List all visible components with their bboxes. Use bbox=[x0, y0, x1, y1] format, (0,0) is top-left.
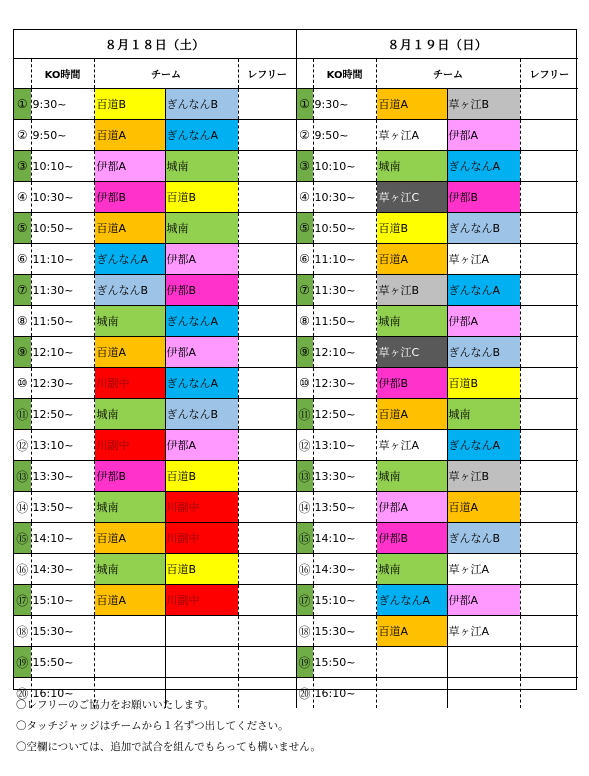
team-away: 城南 bbox=[165, 213, 238, 244]
team-home: 伊都B bbox=[94, 182, 165, 213]
match-number: ⑪ bbox=[296, 399, 313, 430]
team-home: 城南 bbox=[376, 461, 447, 492]
match-row bbox=[14, 89, 578, 120]
team-away bbox=[165, 616, 238, 647]
team-home: ぎんなんA bbox=[94, 244, 165, 275]
team-home: 城南 bbox=[376, 151, 447, 182]
match-number: ⑨ bbox=[296, 337, 313, 368]
team-home: 草ヶ江A bbox=[376, 120, 447, 151]
notes bbox=[16, 695, 321, 758]
kickoff-time: 11:10~ bbox=[313, 244, 376, 275]
match-row bbox=[14, 182, 578, 213]
kickoff-time: 12:30~ bbox=[31, 368, 94, 399]
team-away: 百道B bbox=[165, 182, 238, 213]
team-home: 川副中 bbox=[94, 430, 165, 461]
match-row bbox=[14, 616, 578, 647]
kickoff-time: 12:50~ bbox=[313, 399, 376, 430]
match-number: ③ bbox=[14, 151, 31, 182]
match-row bbox=[14, 306, 578, 337]
match-row bbox=[14, 399, 578, 430]
match-number: ① bbox=[14, 89, 31, 120]
kickoff-time: 16:10~ bbox=[313, 678, 376, 709]
kickoff-time: 12:30~ bbox=[313, 368, 376, 399]
referee-cell bbox=[238, 275, 296, 306]
match-number: ⑫ bbox=[296, 430, 313, 461]
team-away: 百道A bbox=[447, 492, 520, 523]
match-row bbox=[14, 585, 578, 616]
referee-cell bbox=[238, 89, 296, 120]
team-home: 草ヶ江A bbox=[376, 430, 447, 461]
team-home: 草ヶ江B bbox=[376, 275, 447, 306]
match-number: ② bbox=[14, 120, 31, 151]
referee-cell bbox=[238, 585, 296, 616]
kickoff-time: 10:30~ bbox=[313, 182, 376, 213]
team-away: 伊都A bbox=[447, 585, 520, 616]
referee-cell bbox=[520, 368, 578, 399]
kickoff-time: 14:10~ bbox=[313, 523, 376, 554]
team-home: 伊都B bbox=[376, 368, 447, 399]
match-number: ⑧ bbox=[14, 306, 31, 337]
team-away: ぎんなんB bbox=[165, 399, 238, 430]
match-number: ⑤ bbox=[14, 213, 31, 244]
ref-header: レフリー bbox=[238, 59, 296, 89]
team-away: 伊都A bbox=[165, 337, 238, 368]
team-away: 伊都A bbox=[165, 244, 238, 275]
kickoff-time: 9:50~ bbox=[313, 120, 376, 151]
referee-cell bbox=[238, 151, 296, 182]
referee-cell bbox=[520, 647, 578, 678]
team-home: 草ヶ江C bbox=[376, 337, 447, 368]
kickoff-time: 12:10~ bbox=[313, 337, 376, 368]
match-number: ② bbox=[296, 120, 313, 151]
team-away: 川副中 bbox=[165, 585, 238, 616]
match-row bbox=[14, 430, 578, 461]
kickoff-time: 10:30~ bbox=[31, 182, 94, 213]
kickoff-time: 15:10~ bbox=[313, 585, 376, 616]
team-away: 草ヶ江A bbox=[447, 554, 520, 585]
match-number: ⑭ bbox=[296, 492, 313, 523]
team-home: 百道B bbox=[376, 213, 447, 244]
team-home: 伊都A bbox=[376, 492, 447, 523]
note-line: 〇レフリーのご協力をお願いいたします。 bbox=[16, 699, 215, 711]
kickoff-time: 14:30~ bbox=[31, 554, 94, 585]
match-number: ⑪ bbox=[14, 399, 31, 430]
ko-header: KO時間 bbox=[31, 59, 94, 89]
match-number: ⑩ bbox=[14, 368, 31, 399]
team-home: 城南 bbox=[94, 492, 165, 523]
team-away: ぎんなんA bbox=[447, 430, 520, 461]
referee-cell bbox=[520, 244, 578, 275]
team-header: チーム bbox=[376, 59, 520, 89]
match-number: ⑮ bbox=[296, 523, 313, 554]
kickoff-time: 10:50~ bbox=[313, 213, 376, 244]
num-header bbox=[296, 59, 313, 89]
team-away: 百道B bbox=[447, 368, 520, 399]
team-home: 百道A bbox=[94, 213, 165, 244]
kickoff-time: 15:30~ bbox=[313, 616, 376, 647]
referee-cell bbox=[520, 151, 578, 182]
team-home bbox=[94, 647, 165, 678]
schedule-sheet bbox=[13, 29, 577, 701]
match-number: ⑧ bbox=[296, 306, 313, 337]
referee-cell bbox=[238, 337, 296, 368]
team-header: チーム bbox=[94, 59, 238, 89]
match-row bbox=[14, 523, 578, 554]
referee-cell bbox=[520, 337, 578, 368]
match-number: ⑯ bbox=[14, 554, 31, 585]
team-home: 城南 bbox=[376, 306, 447, 337]
match-number: ⑲ bbox=[296, 647, 313, 678]
team-away: 伊都B bbox=[165, 275, 238, 306]
kickoff-time: 11:10~ bbox=[31, 244, 94, 275]
referee-cell bbox=[520, 616, 578, 647]
team-away: ぎんなんA bbox=[165, 306, 238, 337]
referee-cell bbox=[520, 399, 578, 430]
match-number: ⑥ bbox=[14, 244, 31, 275]
kickoff-time: 13:50~ bbox=[31, 492, 94, 523]
match-number: ⑰ bbox=[14, 585, 31, 616]
match-number: ⑱ bbox=[14, 616, 31, 647]
match-number: ⑲ bbox=[14, 647, 31, 678]
schedule-table bbox=[14, 30, 578, 708]
kickoff-time: 13:30~ bbox=[31, 461, 94, 492]
team-away: 伊都A bbox=[447, 306, 520, 337]
match-number: ⑮ bbox=[14, 523, 31, 554]
match-number: ⑳ bbox=[296, 678, 313, 709]
kickoff-time: 11:50~ bbox=[31, 306, 94, 337]
kickoff-time: 15:50~ bbox=[313, 647, 376, 678]
schedule-rows bbox=[14, 89, 578, 709]
match-number: ⑬ bbox=[14, 461, 31, 492]
note-line: 〇タッチジャッジはチームから１名ずつ出してください。 bbox=[16, 720, 289, 732]
team-away: 草ヶ江A bbox=[447, 616, 520, 647]
match-number: ④ bbox=[14, 182, 31, 213]
kickoff-time: 16:10~ bbox=[31, 678, 94, 709]
kickoff-time: 9:30~ bbox=[313, 89, 376, 120]
day2-title: ８月１９日（日） bbox=[296, 30, 578, 59]
referee-cell bbox=[520, 120, 578, 151]
ko-header: KO時間 bbox=[313, 59, 376, 89]
team-away: ぎんなんA bbox=[165, 368, 238, 399]
team-home: 百道A bbox=[376, 616, 447, 647]
kickoff-time: 13:50~ bbox=[313, 492, 376, 523]
team-away: 草ヶ江B bbox=[447, 89, 520, 120]
team-home: ぎんなんA bbox=[376, 585, 447, 616]
team-home: 百道A bbox=[94, 523, 165, 554]
match-row bbox=[14, 554, 578, 585]
team-home: ぎんなんB bbox=[94, 275, 165, 306]
team-home: 伊都B bbox=[94, 461, 165, 492]
team-away: 草ヶ江A bbox=[447, 244, 520, 275]
match-row bbox=[14, 213, 578, 244]
team-home: 百道A bbox=[376, 89, 447, 120]
team-away: ぎんなんB bbox=[165, 89, 238, 120]
match-number: ⑬ bbox=[296, 461, 313, 492]
team-home: 川副中 bbox=[94, 368, 165, 399]
team-away: 百道B bbox=[165, 554, 238, 585]
kickoff-time: 14:10~ bbox=[31, 523, 94, 554]
team-home bbox=[376, 647, 447, 678]
referee-cell bbox=[520, 678, 578, 709]
team-home bbox=[94, 616, 165, 647]
kickoff-time: 15:10~ bbox=[31, 585, 94, 616]
kickoff-time: 12:10~ bbox=[31, 337, 94, 368]
referee-cell bbox=[238, 120, 296, 151]
match-number: ⑤ bbox=[296, 213, 313, 244]
team-home: 城南 bbox=[94, 306, 165, 337]
team-home bbox=[376, 678, 447, 709]
match-number: ⑱ bbox=[296, 616, 313, 647]
team-away: 伊都A bbox=[165, 430, 238, 461]
team-home: 百道B bbox=[94, 89, 165, 120]
match-row bbox=[14, 368, 578, 399]
team-home: 伊都B bbox=[376, 523, 447, 554]
match-row bbox=[14, 337, 578, 368]
kickoff-time: 9:30~ bbox=[31, 89, 94, 120]
team-away: 川副中 bbox=[165, 492, 238, 523]
kickoff-time: 15:30~ bbox=[31, 616, 94, 647]
match-row bbox=[14, 647, 578, 678]
referee-cell bbox=[238, 213, 296, 244]
team-away: ぎんなんA bbox=[447, 151, 520, 182]
match-number: ③ bbox=[296, 151, 313, 182]
team-away: ぎんなんB bbox=[447, 337, 520, 368]
referee-cell bbox=[520, 492, 578, 523]
match-number: ⑩ bbox=[296, 368, 313, 399]
day1-title: ８月１８日（土） bbox=[14, 30, 296, 59]
match-number: ⑦ bbox=[296, 275, 313, 306]
referee-cell bbox=[238, 430, 296, 461]
kickoff-time: 13:30~ bbox=[313, 461, 376, 492]
team-away: ぎんなんA bbox=[165, 120, 238, 151]
team-home: 城南 bbox=[94, 554, 165, 585]
kickoff-time: 10:50~ bbox=[31, 213, 94, 244]
referee-cell bbox=[238, 554, 296, 585]
kickoff-time: 11:30~ bbox=[313, 275, 376, 306]
match-number: ⑭ bbox=[14, 492, 31, 523]
referee-cell bbox=[520, 306, 578, 337]
referee-cell bbox=[520, 554, 578, 585]
match-number: ⑰ bbox=[296, 585, 313, 616]
kickoff-time: 10:10~ bbox=[313, 151, 376, 182]
kickoff-time: 9:50~ bbox=[31, 120, 94, 151]
team-away: 城南 bbox=[165, 151, 238, 182]
team-home: 城南 bbox=[376, 554, 447, 585]
team-away: 伊都B bbox=[447, 182, 520, 213]
kickoff-time: 11:30~ bbox=[31, 275, 94, 306]
kickoff-time: 11:50~ bbox=[313, 306, 376, 337]
match-row bbox=[14, 492, 578, 523]
team-away: 伊都A bbox=[447, 120, 520, 151]
team-home: 百道A bbox=[94, 585, 165, 616]
team-away: 川副中 bbox=[165, 523, 238, 554]
match-number: ⑫ bbox=[14, 430, 31, 461]
referee-cell bbox=[238, 616, 296, 647]
referee-cell bbox=[238, 461, 296, 492]
team-away bbox=[447, 647, 520, 678]
team-home: 百道A bbox=[376, 244, 447, 275]
referee-cell bbox=[238, 368, 296, 399]
match-row bbox=[14, 244, 578, 275]
team-away: 百道B bbox=[165, 461, 238, 492]
referee-cell bbox=[520, 275, 578, 306]
referee-cell bbox=[520, 523, 578, 554]
team-away: ぎんなんA bbox=[447, 275, 520, 306]
match-number: ④ bbox=[296, 182, 313, 213]
referee-cell bbox=[520, 430, 578, 461]
num-header bbox=[14, 59, 31, 89]
team-away bbox=[447, 678, 520, 709]
team-away bbox=[165, 647, 238, 678]
match-number: ⑦ bbox=[14, 275, 31, 306]
note-line: 〇空欄については、追加で試合を組んでもらっても構いません。 bbox=[16, 741, 321, 753]
referee-cell bbox=[520, 213, 578, 244]
team-away: ぎんなんB bbox=[447, 523, 520, 554]
referee-cell bbox=[238, 244, 296, 275]
match-number: ① bbox=[296, 89, 313, 120]
kickoff-time: 12:50~ bbox=[31, 399, 94, 430]
ref-header: レフリー bbox=[520, 59, 578, 89]
referee-cell bbox=[238, 523, 296, 554]
match-number: ⑳ bbox=[14, 678, 31, 709]
team-home: 草ヶ江C bbox=[376, 182, 447, 213]
team-away: 城南 bbox=[447, 399, 520, 430]
referee-cell bbox=[238, 647, 296, 678]
referee-cell bbox=[238, 182, 296, 213]
team-away: 草ヶ江B bbox=[447, 461, 520, 492]
match-row bbox=[14, 461, 578, 492]
referee-cell bbox=[520, 89, 578, 120]
team-away: ぎんなんB bbox=[447, 213, 520, 244]
referee-cell bbox=[520, 585, 578, 616]
referee-cell bbox=[238, 306, 296, 337]
kickoff-time: 10:10~ bbox=[31, 151, 94, 182]
kickoff-time: 13:10~ bbox=[313, 430, 376, 461]
team-home: 百道A bbox=[94, 337, 165, 368]
kickoff-time: 15:50~ bbox=[31, 647, 94, 678]
match-number: ⑥ bbox=[296, 244, 313, 275]
match-row bbox=[14, 151, 578, 182]
team-home: 伊都A bbox=[94, 151, 165, 182]
referee-cell bbox=[238, 399, 296, 430]
match-number: ⑯ bbox=[296, 554, 313, 585]
kickoff-time: 13:10~ bbox=[31, 430, 94, 461]
referee-cell bbox=[520, 461, 578, 492]
referee-cell bbox=[520, 182, 578, 213]
team-home: 城南 bbox=[94, 399, 165, 430]
match-number: ⑨ bbox=[14, 337, 31, 368]
team-home: 百道A bbox=[376, 399, 447, 430]
referee-cell bbox=[238, 492, 296, 523]
match-row bbox=[14, 120, 578, 151]
kickoff-time: 14:30~ bbox=[313, 554, 376, 585]
match-row bbox=[14, 275, 578, 306]
team-home: 百道A bbox=[94, 120, 165, 151]
